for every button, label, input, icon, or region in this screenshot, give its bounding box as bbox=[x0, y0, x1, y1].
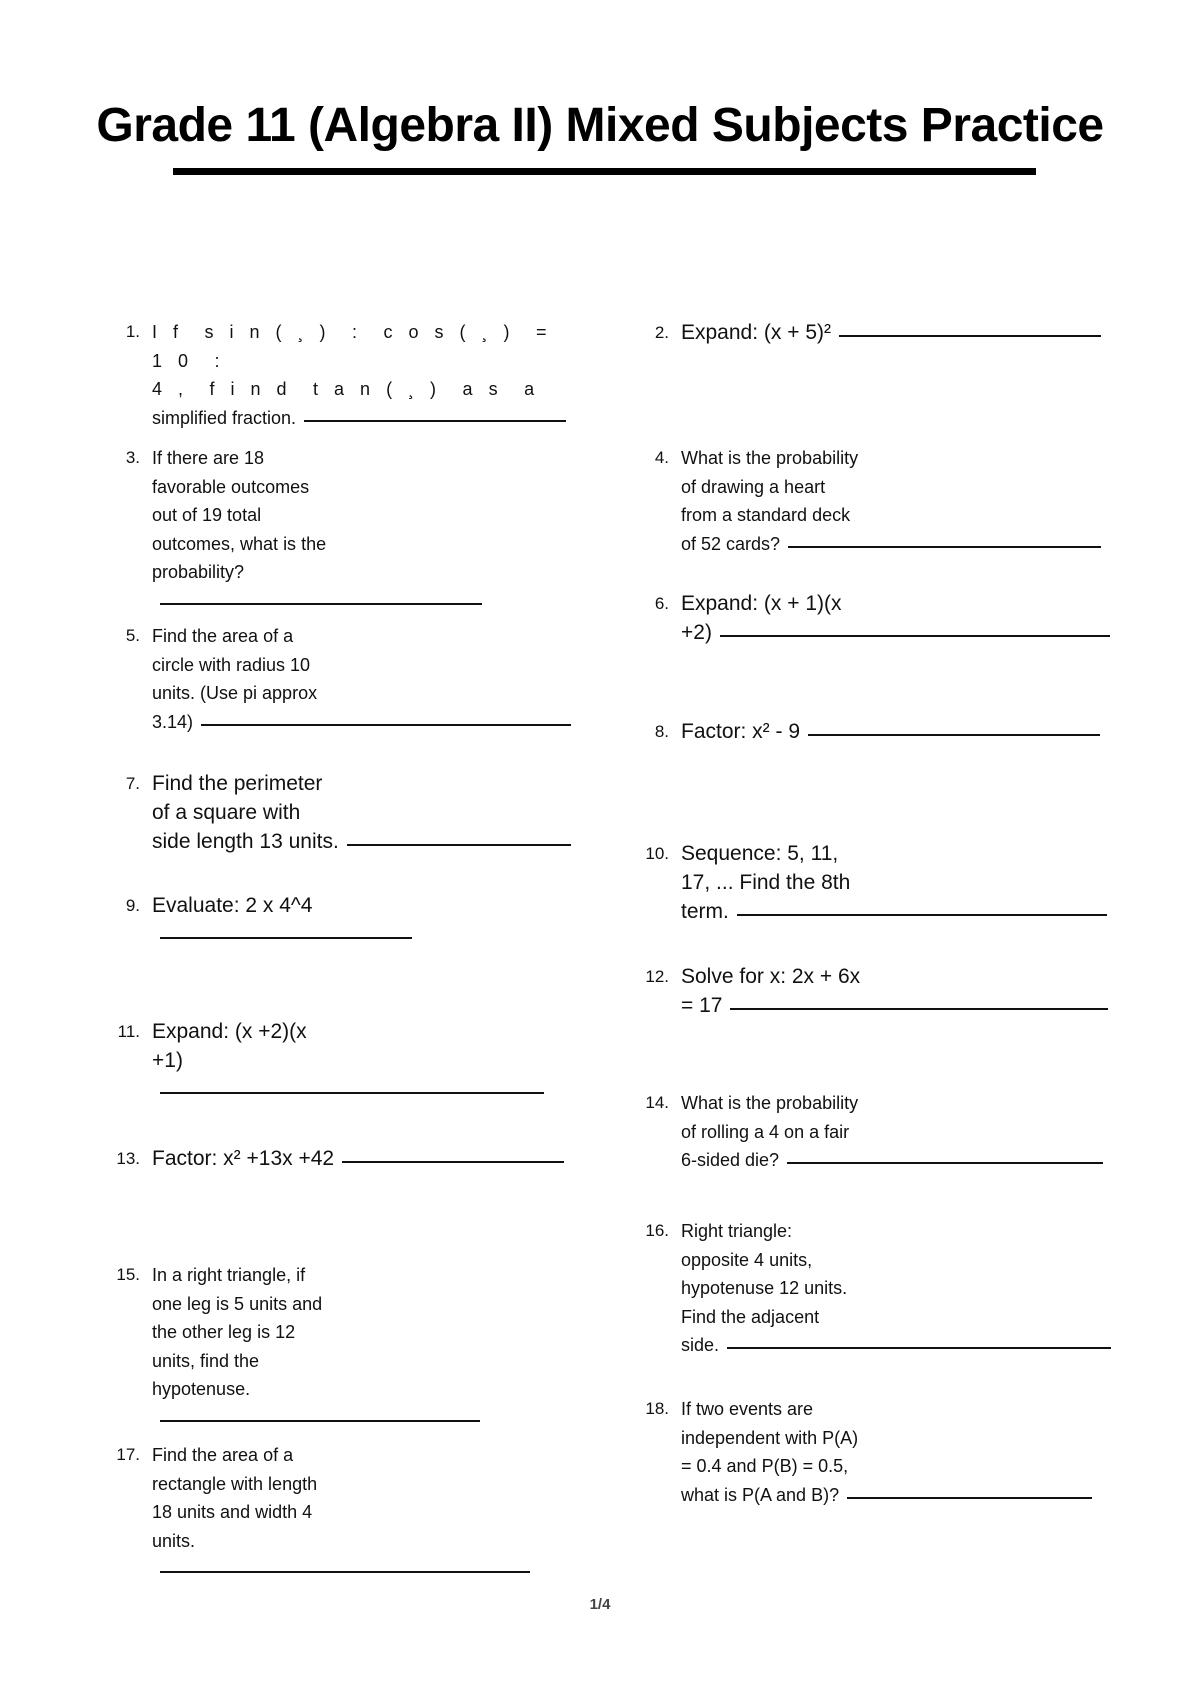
question-text bbox=[152, 1144, 572, 1173]
question-line bbox=[681, 1274, 1121, 1303]
question-number: 15. bbox=[116, 1265, 140, 1284]
question-line bbox=[681, 1118, 1121, 1147]
question-line-text: In a right triangle, if bbox=[152, 1265, 306, 1285]
question-line-text: rectangle with length bbox=[152, 1473, 318, 1494]
question-line-text: hypotenuse. bbox=[152, 1379, 251, 1399]
question-line bbox=[152, 375, 572, 404]
question-line bbox=[681, 1424, 1121, 1453]
question-number: 8. bbox=[654, 722, 669, 741]
question-line-text: of rolling a 4 on a fair bbox=[681, 1121, 850, 1142]
question-line bbox=[152, 708, 572, 737]
question-line-text: from a standard deck bbox=[681, 505, 851, 525]
question-line-text: opposite 4 units, bbox=[681, 1249, 813, 1270]
question-text bbox=[152, 891, 572, 949]
question-text bbox=[681, 318, 1121, 347]
question-line bbox=[681, 473, 1121, 502]
question-number: 4. bbox=[654, 448, 669, 467]
question-line-text: 18 units and width 4 bbox=[152, 1502, 313, 1522]
answer-blank[interactable] bbox=[727, 1347, 1111, 1349]
answer-blank[interactable] bbox=[304, 420, 566, 422]
question-line-text: what is P(A and B)? bbox=[681, 1484, 840, 1505]
answer-blank[interactable] bbox=[847, 1497, 1092, 1499]
question-number: 12. bbox=[645, 967, 669, 986]
question-number: 10. bbox=[645, 844, 669, 863]
question-line bbox=[681, 1481, 1121, 1510]
page-number: 1/4 bbox=[589, 1596, 611, 1613]
question-line-text: independent with P(A) bbox=[681, 1427, 859, 1448]
question-item bbox=[90, 318, 572, 432]
question-item bbox=[90, 1017, 572, 1104]
question-line bbox=[152, 501, 572, 530]
question-line bbox=[681, 1246, 1121, 1275]
question-text bbox=[152, 1261, 572, 1432]
answer-blank[interactable] bbox=[720, 635, 1110, 637]
question-item bbox=[619, 1217, 1121, 1360]
question-item bbox=[90, 891, 572, 949]
question-line bbox=[152, 318, 572, 375]
question-line bbox=[152, 444, 572, 473]
question-line-text: What is the probability bbox=[681, 448, 859, 468]
question-line bbox=[152, 622, 572, 651]
answer-blank[interactable] bbox=[787, 1162, 1103, 1164]
question-line bbox=[681, 1452, 1121, 1481]
question-line bbox=[681, 839, 1121, 868]
question-line-text: If there are 18 bbox=[152, 448, 265, 468]
question-line-text: 3.14) bbox=[152, 711, 194, 732]
question-item bbox=[90, 1441, 572, 1584]
answer-blank[interactable] bbox=[730, 1008, 1108, 1010]
question-text bbox=[152, 622, 572, 736]
question-number: 1. bbox=[125, 322, 140, 341]
question-line-text: outcomes, what is the bbox=[152, 533, 327, 554]
question-item bbox=[619, 589, 1121, 647]
question-line-text: one leg is 5 units and bbox=[152, 1293, 323, 1314]
question-line bbox=[152, 1441, 572, 1470]
question-line-text: Find the area of a bbox=[152, 626, 294, 646]
question-line bbox=[681, 1089, 1121, 1118]
question-line bbox=[152, 558, 572, 615]
answer-blank[interactable] bbox=[160, 1420, 480, 1422]
answer-blank[interactable] bbox=[808, 734, 1100, 736]
answer-blank[interactable] bbox=[788, 546, 1101, 548]
answer-blank[interactable] bbox=[201, 724, 571, 726]
question-line-text: I f s i n ( ¸ ) : c o s ( ¸ ) = 1 0 : bbox=[152, 322, 574, 371]
question-item bbox=[90, 444, 572, 615]
question-item bbox=[619, 318, 1121, 347]
question-line bbox=[152, 651, 572, 680]
question-line-text: 4 , f i n d t a n ( ¸ ) a s a bbox=[152, 379, 540, 399]
question-number: 13. bbox=[116, 1149, 140, 1168]
question-line-text: units. (Use pi approx bbox=[152, 683, 318, 703]
question-line bbox=[152, 1261, 572, 1290]
question-line-text: = 0.4 and P(B) = 0.5, bbox=[681, 1456, 849, 1476]
question-line bbox=[681, 589, 1121, 618]
question-text bbox=[152, 769, 572, 856]
question-line-text: units, find the bbox=[152, 1350, 260, 1371]
question-line-text: Find the adjacent bbox=[681, 1306, 820, 1327]
question-line bbox=[152, 1017, 572, 1046]
answer-blank[interactable] bbox=[342, 1161, 564, 1163]
answer-blank[interactable] bbox=[160, 1571, 530, 1573]
question-line bbox=[681, 618, 1121, 647]
question-item bbox=[90, 1261, 572, 1432]
question-line-text: Expand: (x + 1)(x bbox=[681, 592, 842, 615]
question-line-text: side. bbox=[681, 1335, 720, 1355]
question-line-text: of 52 cards? bbox=[681, 533, 781, 554]
question-item bbox=[90, 622, 572, 736]
question-number: 11. bbox=[117, 1022, 140, 1041]
question-line bbox=[152, 1498, 572, 1527]
question-line bbox=[152, 798, 572, 827]
question-line bbox=[152, 1046, 572, 1104]
question-line-text: favorable outcomes bbox=[152, 476, 310, 497]
answer-blank[interactable] bbox=[160, 603, 482, 605]
question-line bbox=[152, 473, 572, 502]
question-item bbox=[619, 1395, 1121, 1509]
question-line bbox=[681, 1217, 1121, 1246]
question-line bbox=[681, 717, 1121, 746]
question-line bbox=[681, 530, 1121, 559]
question-line bbox=[152, 530, 572, 559]
answer-blank[interactable] bbox=[160, 1092, 544, 1094]
question-line-text: Find the perimeter bbox=[152, 772, 323, 795]
question-line bbox=[152, 679, 572, 708]
answer-blank[interactable] bbox=[160, 937, 412, 939]
question-line-text: side length 13 units. bbox=[152, 830, 339, 853]
question-text bbox=[681, 839, 1121, 926]
question-line bbox=[152, 827, 572, 856]
question-line-text: term. bbox=[681, 900, 729, 923]
question-line-text: of a square with bbox=[152, 801, 301, 824]
question-line-text: of drawing a heart bbox=[681, 476, 826, 497]
question-line-text: units. bbox=[152, 1530, 196, 1551]
question-text bbox=[681, 1089, 1121, 1175]
question-line bbox=[152, 891, 572, 949]
question-line bbox=[681, 1331, 1121, 1360]
question-text bbox=[152, 444, 572, 615]
question-line bbox=[152, 1347, 572, 1376]
question-line-text: hypotenuse 12 units. bbox=[681, 1278, 848, 1298]
question-line-text: Expand: (x + 5)² bbox=[681, 321, 831, 344]
question-line bbox=[681, 1395, 1121, 1424]
question-line-text: Evaluate: 2 x 4^4 bbox=[152, 894, 313, 917]
question-text bbox=[152, 1441, 572, 1584]
question-line-text: Expand: (x +2)(x bbox=[152, 1020, 307, 1043]
question-line-text: 6-sided die? bbox=[681, 1150, 780, 1170]
question-line-text: Solve for x: 2x + 6x bbox=[681, 965, 861, 988]
question-item bbox=[619, 717, 1121, 746]
question-line-text: Factor: x² +13x +42 bbox=[152, 1147, 335, 1170]
question-line bbox=[681, 897, 1121, 926]
question-text bbox=[681, 589, 1121, 647]
question-line-text: If two events are bbox=[681, 1399, 814, 1419]
question-line-text: circle with radius 10 bbox=[152, 654, 311, 675]
question-item bbox=[619, 444, 1121, 558]
question-item bbox=[619, 839, 1121, 926]
question-line bbox=[152, 1144, 572, 1173]
question-text bbox=[681, 444, 1121, 558]
question-line-text: Right triangle: bbox=[681, 1221, 793, 1241]
question-line-text: Find the area of a bbox=[152, 1445, 294, 1465]
question-number: 5. bbox=[125, 626, 140, 645]
question-number: 3. bbox=[125, 448, 140, 467]
question-number: 7. bbox=[125, 774, 140, 793]
question-text bbox=[681, 717, 1121, 746]
answer-blank[interactable] bbox=[737, 914, 1107, 916]
question-item bbox=[619, 1089, 1121, 1175]
question-text bbox=[152, 318, 572, 432]
answer-blank[interactable] bbox=[839, 335, 1101, 337]
question-item bbox=[90, 769, 572, 856]
question-line bbox=[152, 404, 572, 433]
question-number: 2. bbox=[654, 323, 669, 342]
question-line bbox=[681, 501, 1121, 530]
question-text bbox=[681, 962, 1121, 1020]
question-line-text: probability? bbox=[152, 562, 245, 582]
question-line-text: 17, ... Find the 8th bbox=[681, 871, 851, 894]
question-line bbox=[152, 1470, 572, 1499]
question-number: 17. bbox=[116, 1445, 140, 1464]
question-line-text: = 17 bbox=[681, 994, 723, 1017]
question-item bbox=[619, 962, 1121, 1020]
question-number: 9. bbox=[125, 896, 140, 915]
question-line-text: the other leg is 12 bbox=[152, 1322, 296, 1342]
question-number: 18. bbox=[645, 1399, 669, 1418]
question-line bbox=[152, 1375, 572, 1432]
question-line-text: Sequence: 5, 11, bbox=[681, 842, 839, 865]
question-line bbox=[681, 1303, 1121, 1332]
title-underline bbox=[173, 168, 1036, 175]
question-line bbox=[681, 1146, 1121, 1175]
question-line bbox=[152, 769, 572, 798]
question-line bbox=[681, 318, 1121, 347]
question-line bbox=[152, 1318, 572, 1347]
question-number: 16. bbox=[645, 1221, 669, 1240]
question-line bbox=[152, 1290, 572, 1319]
question-text bbox=[681, 1395, 1121, 1509]
question-number: 6. bbox=[654, 594, 669, 613]
question-text bbox=[152, 1017, 572, 1104]
question-line-text: simplified fraction. bbox=[152, 407, 297, 428]
worksheet-title: Grade 11 (Algebra II) Mixed Subjects Practice bbox=[96, 99, 1104, 152]
question-number: 14. bbox=[645, 1093, 669, 1112]
question-line-text: +1) bbox=[152, 1049, 183, 1072]
question-line-text: out of 19 total bbox=[152, 505, 262, 525]
question-line-text: +2) bbox=[681, 621, 712, 644]
question-line bbox=[681, 444, 1121, 473]
question-line bbox=[152, 1527, 572, 1584]
question-text bbox=[681, 1217, 1121, 1360]
answer-blank[interactable] bbox=[347, 844, 571, 846]
question-line-text: What is the probability bbox=[681, 1093, 859, 1113]
question-line bbox=[681, 962, 1121, 991]
question-line bbox=[681, 991, 1121, 1020]
question-item bbox=[90, 1144, 572, 1173]
question-line-text: Factor: x² - 9 bbox=[681, 720, 801, 743]
question-line bbox=[681, 868, 1121, 897]
